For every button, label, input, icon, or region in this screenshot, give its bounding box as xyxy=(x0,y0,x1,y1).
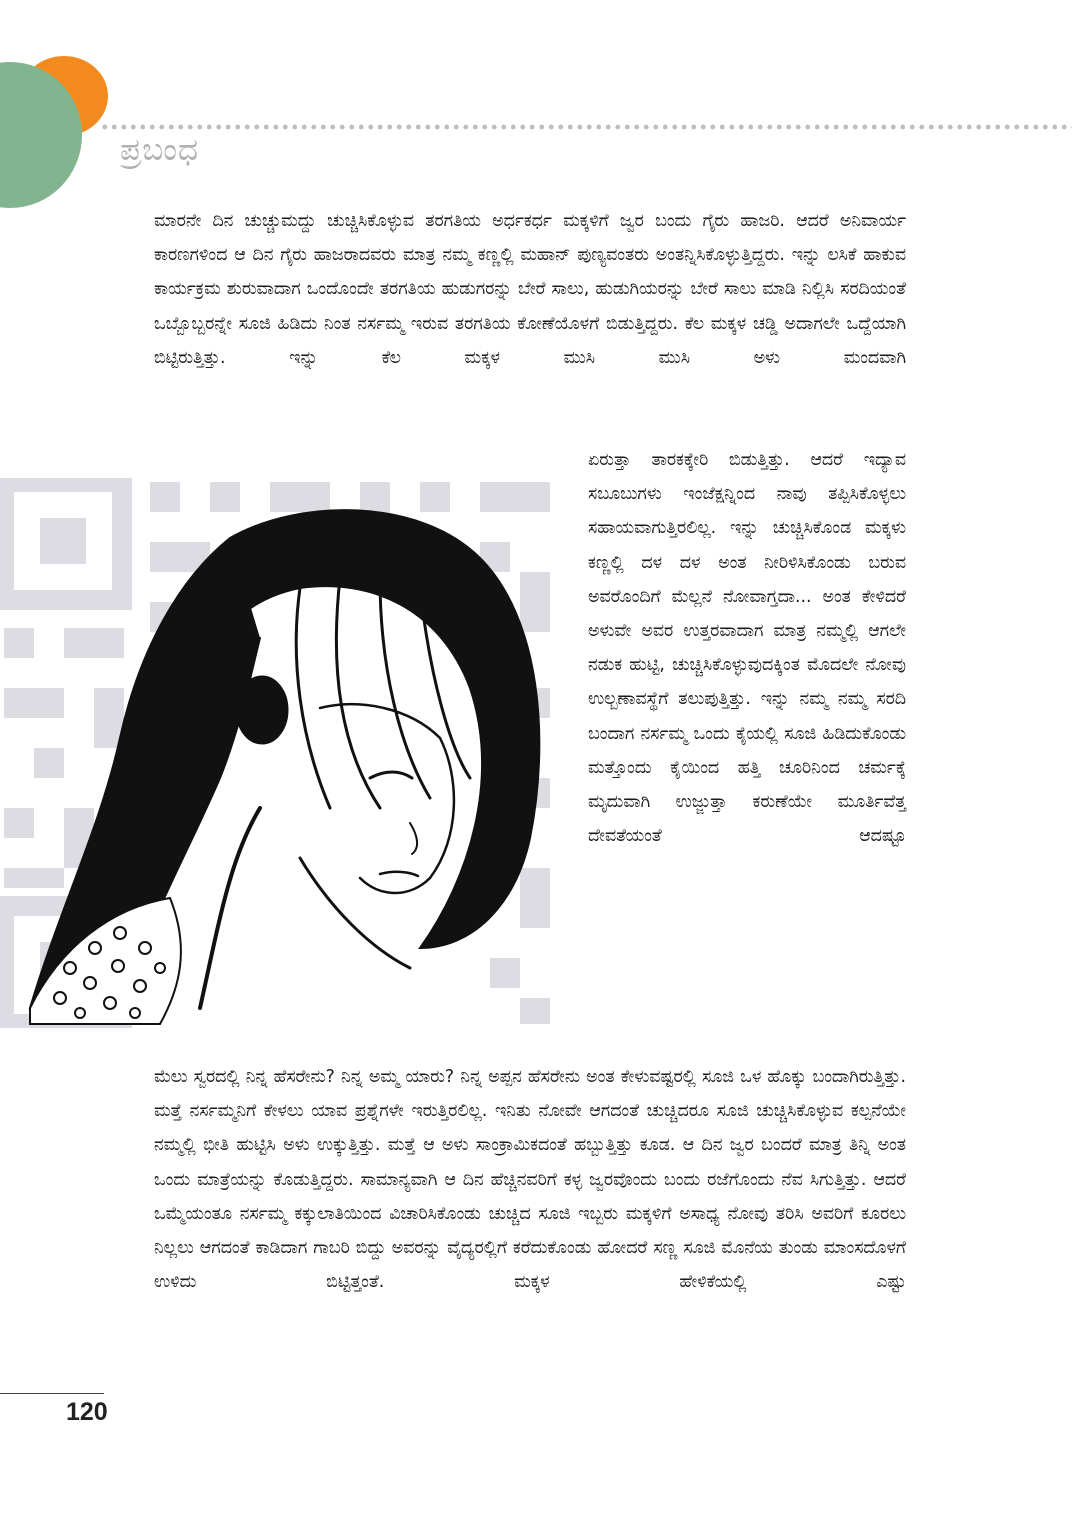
page-number: 120 xyxy=(66,1398,108,1426)
paragraph-bottom: ಮೆಲು ಸ್ವರದಲ್ಲಿ ನಿನ್ನ ಹೆಸರೇನು? ನಿನ್ನ ಅಮ್ಮ ಯಾರು? ನಿನ್ನ ಅಪ್ಪನ ಹೆಸರೇನು ಅಂತ ಕೇಳುವಷ್ಟರಲ್ಲಿ ಸೂಜಿ ಒಳ ಹೊಕ್ಕು ಬಂದಾಗಿರುತ್ತಿತ್ತು. ಮತ್ತೆ ನರ್ಸಮ್ಮನಿಗೆ ಕೇಳಲು ಯಾವ ಪ್ರಶ್ನೆಗಳೇ ಇರುತ್ತಿರಲಿಲ್ಲ. ಇನಿತು ನೋವೇ ಆಗದಂತೆ ಚುಚ್ಚಿದರೂ ಸೂಜಿ ಚುಚ್ಚಿಸಿಕೊಳ್ಳುವ ಕಲ್ಪನೆಯೇ ನಮ್ಮಲ್ಲಿ ಭೀತಿ ಹುಟ್ಟಿಸಿ ಅಳು ಉಕ್ಕುತ್ತಿತ್ತು. ಮತ್ತೆ ಆ ಅಳು ಸಾಂಕ್ರಾಮಿಕದಂತೆ ಹಬ್ಬುತ್ತಿತ್ತು ಕೂಡ. ಆ ದಿನ ಜ್ವರ ಬಂದರೆ ಮಾತ್ರ ತಿನ್ನಿ ಅಂತ ಒಂದು ಮಾತ್ರೆಯನ್ನು ಕೊಡುತ್ತಿದ್ದರು. ಸಾಮಾನ್ಯವಾಗಿ ಆ ದಿನ ಹೆಚ್ಚಿನವರಿಗೆ ಕಳ್ಳ ಜ್ವರವೊಂದು ಬಂದು ರಜೆಗೊಂದು ನೆವ ಸಿಗುತ್ತಿತ್ತು. ಆದರೆ ಒಮ್ಮೆಯಂತೂ ನರ್ಸಮ್ಮ ಕಕ್ಕುಲಾತಿಯಿಂದ ವಿಚಾರಿಸಿಕೊಂಡು ಚುಚ್ಚಿದ ಸೂಜಿ ಇಬ್ಬರು ಮಕ್ಕಳಿಗೆ ಅಸಾಧ್ಯ ನೋವು ತರಿಸಿ ಅವರಿಗೆ ಕೂರಲು ನಿಲ್ಲಲು ಆಗದಂತೆ ಕಾಡಿದಾಗ ಗಾಬರಿ ಬಿದ್ದು ಅವರನ್ನು ವೈದ್ಯರಲ್ಲಿಗೆ ಕರೆದುಕೊಂಡು ಹೋದರೆ ಸಣ್ಣ ಸೂಜಿ ಮೊನೆಯ ತುಂಡು ಮಾಂಸದೊಳಗೆ ಉಳಿದು ಬಿಟ್ಟಿತ್ತಂತೆ. ಮಕ್ಕಳ ಹೇಳಿಕೆಯಲ್ಲಿ ಎಷ್ಟು xyxy=(154,1067,906,1293)
dotted-header-rule xyxy=(100,124,1072,130)
girl-sketch-illustration xyxy=(0,478,555,1028)
paragraph-side: ಏರುತ್ತಾ ತಾರಕಕ್ಕೇರಿ ಬಿಡುತ್ತಿತ್ತು. ಆದರೆ ಇದ್ಯಾವ ಸಬೂಬುಗಳು ಇಂಜೆಕ್ಷನ್ನಿಂದ ನಾವು ತಪ್ಪಿಸಿಕೊಳ್ಳಲು ಸಹಾಯವಾಗುತ್ತಿರಲಿಲ್ಲ. ಇನ್ನು ಚುಚ್ಚಿಸಿಕೊಂಡ ಮಕ್ಕಳು ಕಣ್ಣಲ್ಲಿ ದಳ ದಳ ಅಂತ ನೀರಿಳಿಸಿಕೊಂಡು ಬರುವ ಅವರೊಂದಿಗೆ ಮೆಲ್ಲನೆ ನೋವಾಗ್ತದಾ... ಅಂತ ಕೇಳಿದರೆ ಅಳುವೇ ಅವರ ಉತ್ತರವಾದಾಗ ಮಾತ್ರ ನಮ್ಮಲ್ಲಿ ಆಗಲೇ ನಡುಕ ಹುಟ್ಟಿ, ಚುಚ್ಚಿಸಿಕೊಳ್ಳುವುದಕ್ಕಿಂತ ಮೊದಲೇ ನೋವು ಉಲ್ಬಣಾವಸ್ಥೆಗೆ ತಲುಪುತ್ತಿತ್ತು. ಇನ್ನು ನಮ್ಮ ನಮ್ಮ ಸರದಿ ಬಂದಾಗ ನರ್ಸಮ್ಮ ಒಂದು ಕೈಯಲ್ಲಿ ಸೂಜಿ ಹಿಡಿದುಕೊಂಡು ಮತ್ತೊಂದು ಕೈಯಿಂದ ಹತ್ತಿ ಚೂರಿನಿಂದ ಚರ್ಮಕ್ಕೆ ಮೃದುವಾಗಿ ಉಜ್ಜುತ್ತಾ ಕರುಣೆಯೇ ಮೂರ್ತಿವೆತ್ತ ದೇವತೆಯಂತೆ ಆದಷ್ಟೂ xyxy=(588,450,906,847)
footer-rule xyxy=(0,1393,104,1394)
girl-sketch xyxy=(30,510,539,1024)
paragraph-top: ಮಾರನೇ ದಿನ ಚುಚ್ಚುಮದ್ದು ಚುಚ್ಚಿಸಿಕೊಳ್ಳುವ ತರಗತಿಯ ಅರ್ಧಕರ್ಧ ಮಕ್ಕಳಿಗೆ ಜ್ವರ ಬಂದು ಗೈರು ಹಾಜರಿ. ಆದರೆ ಅನಿವಾರ್ಯ ಕಾರಣಗಳಿಂದ ಆ ದಿನ ಗೈರು ಹಾಜರಾದವರು ಮಾತ್ರ ನಮ್ಮ ಕಣ್ಣಲ್ಲಿ ಮಹಾನ್ ಪುಣ್ಯವಂತರು ಅಂತನ್ನಿಸಿಕೊಳ್ಳುತ್ತಿದ್ದರು. ಇನ್ನು ಲಸಿಕೆ ಹಾಕುವ ಕಾರ್ಯಕ್ರಮ ಶುರುವಾದಾಗ ಒಂದೊಂದೇ ತರಗತಿಯ ಹುಡುಗರನ್ನು ಬೇರೆ ಸಾಲು, ಹುಡುಗಿಯರನ್ನು ಬೇರೆ ಸಾಲು ಮಾಡಿ ನಿಲ್ಲಿಸಿ ಸರದಿಯಂತೆ ಒಬ್ಬೊಬ್ಬರನ್ನೇ ಸೂಜಿ ಹಿಡಿದು ನಿಂತ ನರ್ಸಮ್ಮ ಇರುವ ತರಗತಿಯ ಕೋಣೆಯೊಳಗೆ ಬಿಡುತ್ತಿದ್ದರು. ಕೆಲ ಮಕ್ಕಳ ಚಡ್ಡಿ ಅದಾಗಲೇ ಒದ್ದೆಯಾಗಿ ಬಿಟ್ಟಿರುತ್ತಿತ್ತು. ಇನ್ನು ಕೆಲ ಮಕ್ಕಳ ಮುಸಿ ಮುಸಿ ಅಳು ಮಂದವಾಗಿ xyxy=(154,211,906,368)
section-title: ಪ್ರಬಂಧ xyxy=(120,132,199,168)
